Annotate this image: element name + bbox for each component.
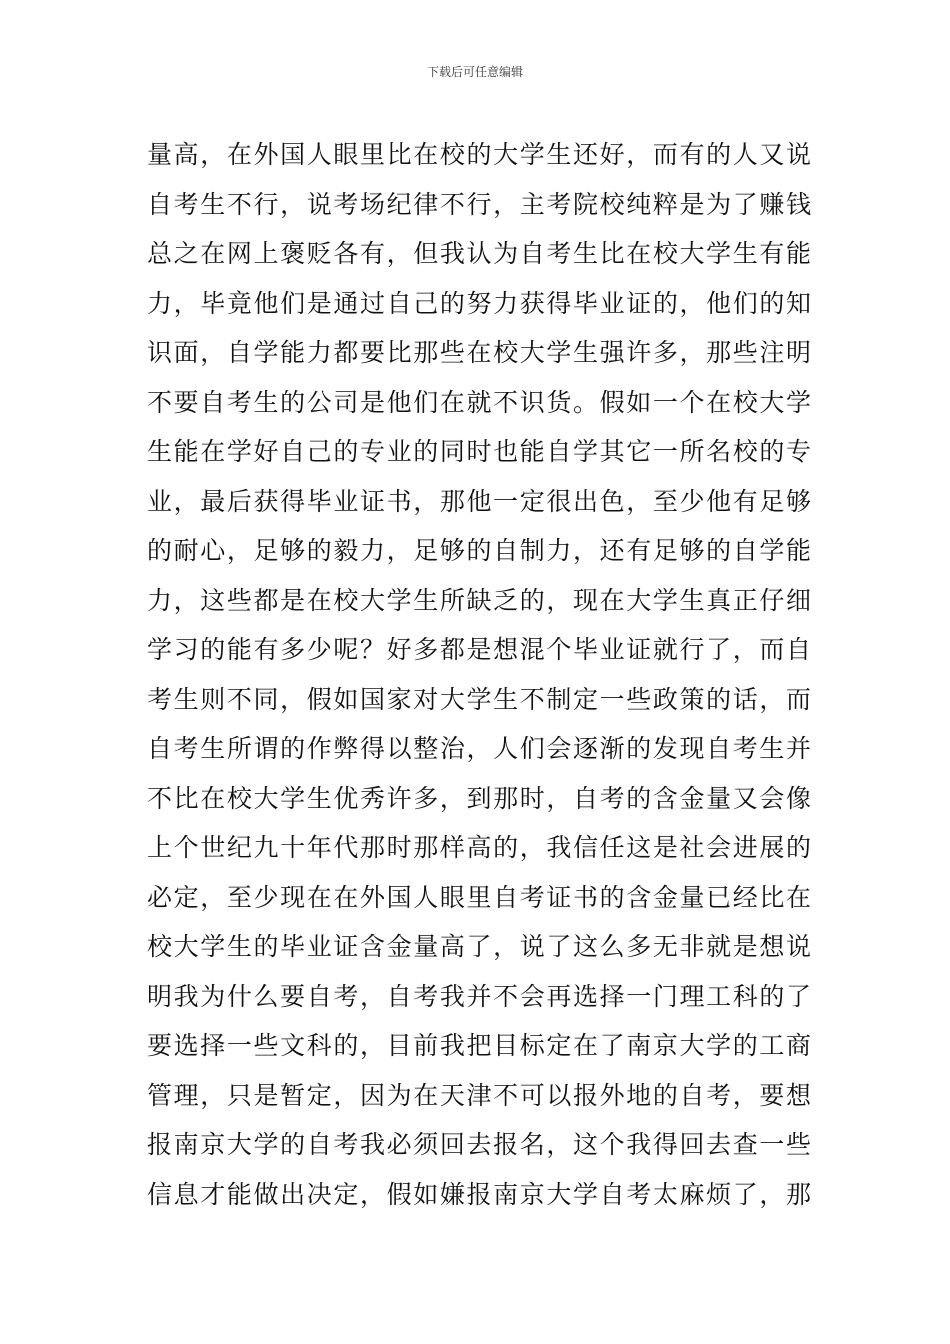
- text-line: 要选择一些文科的，目前我把目标定在了南京大学的工商: [147, 1031, 811, 1060]
- text-line: 校大学生的毕业证含金量高了，说了这么多无非就是想说: [147, 932, 811, 961]
- text-line: 上个世纪九十年代那时那样高的，我信任这是社会进展的: [147, 833, 811, 862]
- text-line: 识面，自学能力都要比那些在校大学生强许多，那些注明: [147, 338, 811, 367]
- text-line: 不要自考生的公司是他们在就不识货。假如一个在校大学: [147, 387, 811, 417]
- text-line: 管理，只是暂定，因为在天津不可以报外地的自考，要想: [147, 1080, 811, 1110]
- text-line: 的耐心，足够的毅力，足够的自制力，还有足够的自学能: [147, 536, 811, 565]
- text-line: 力，毕竟他们是通过自己的努力获得毕业证的，他们的知: [147, 288, 811, 318]
- text-line: 自考生所谓的作弊得以整治，人们会逐渐的发现自考生并: [147, 734, 811, 763]
- text-line: 学习的能有多少呢？好多都是想混个毕业证就行了，而自: [147, 635, 811, 664]
- text-line: 力，这些都是在校大学生所缺乏的，现在大学生真正仔细: [147, 585, 811, 615]
- body-text: [147, 130, 811, 1219]
- text-line: 不比在校大学生优秀许多，到那时，自考的含金量又会像: [147, 783, 811, 813]
- text-line: 必定，至少现在在外国人眼里自考证书的含金量已经比在: [147, 882, 811, 912]
- text-line: 生能在学好自己的专业的同时也能自学其它一所名校的专: [147, 437, 811, 466]
- text-line: 量高，在外国人眼里比在校的大学生还好，而有的人又说: [147, 140, 811, 169]
- text-line: 信息才能做出决定，假如嫌报南京大学自考太麻烦了，那: [147, 1179, 811, 1209]
- text-line: 明我为什么要自考，自考我并不会再选择一门理工科的了: [147, 981, 811, 1011]
- page-header: 下载后可任意编辑: [426, 65, 523, 79]
- text-line: 报南京大学的自考我必须回去报名，这个我得回去查一些: [147, 1130, 811, 1159]
- text-line: 业，最后获得毕业证书，那他一定很出色，至少他有足够: [147, 486, 811, 516]
- text-line: 自考生不行，说考场纪律不行，主考院校纯粹是为了赚钱: [147, 189, 811, 219]
- text-line: 考生则不同，假如国家对大学生不制定一些政策的话，而: [147, 684, 811, 714]
- text-line: 总之在网上褒贬各有，但我认为自考生比在校大学生有能: [147, 239, 811, 268]
